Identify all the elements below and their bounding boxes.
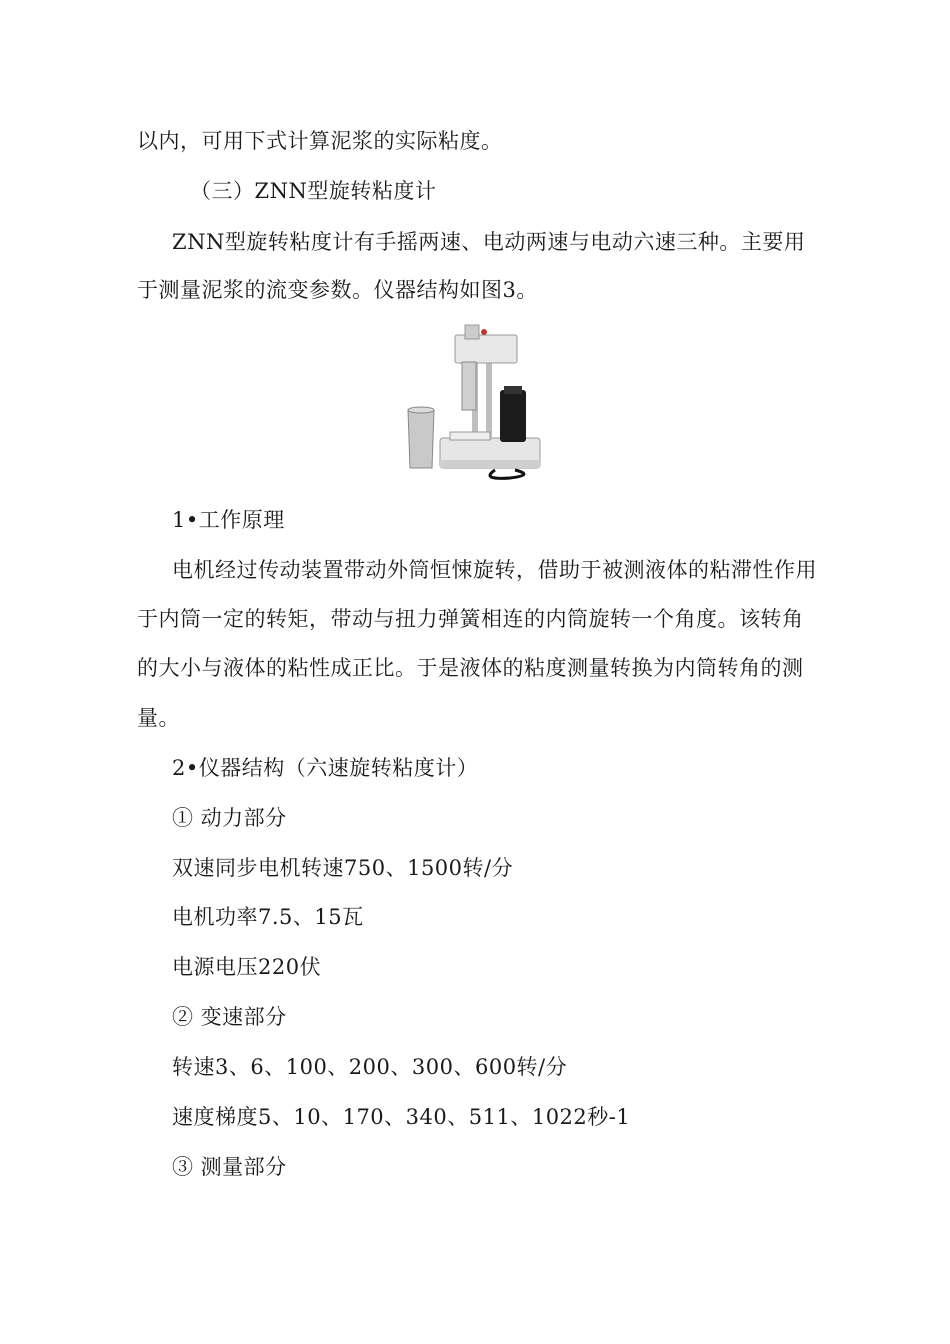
text-line-8: 的大小与液体的粘性成正比。于是液体的粘度测量转换为内筒转角的测 — [137, 656, 804, 680]
text-line-16: 转速3、6、100、200、300、600转/分 — [172, 1055, 568, 1079]
text-line-1: 以内，可用下式计算泥浆的实际粘度。 — [137, 129, 503, 153]
text-line-17: 速度梯度5、10、170、340、511、1022秒-1 — [172, 1105, 631, 1129]
text-line-13: 电机功率7.5、15瓦 — [172, 905, 364, 929]
subheading-measurement: ③ 测量部分 — [172, 1155, 287, 1179]
text-line-6: 电机经过传动装置带动外筒恒悚旋转，借助于被测液体的粘滞性作用 — [172, 558, 817, 582]
subheading-power: ① 动力部分 — [172, 806, 287, 830]
text-line-9: 量。 — [137, 706, 180, 730]
section-heading-znn: （三）ZNN型旋转粘度计 — [190, 179, 437, 203]
section-heading-principle: 1•工作原理 — [172, 508, 285, 532]
text-line-14: 电源电压220伏 — [172, 955, 322, 979]
viscometer-figure — [400, 320, 548, 488]
text-line-12: 双速同步电机转速750、1500转/分 — [172, 856, 514, 880]
text-line-4: 于测量泥浆的流变参数。仪器结构如图3。 — [137, 278, 538, 302]
text-line-3: ZNN型旋转粘度计有手摇两速、电动两速与电动六速三种。主要用 — [172, 230, 806, 254]
subheading-speed-change: ② 变速部分 — [172, 1005, 287, 1029]
section-heading-structure: 2•仪器结构（六速旋转粘度计） — [172, 756, 479, 780]
text-line-7: 于内筒一定的转矩，带动与扭力弹簧相连的内筒旋转一个角度。该转角 — [137, 607, 804, 631]
